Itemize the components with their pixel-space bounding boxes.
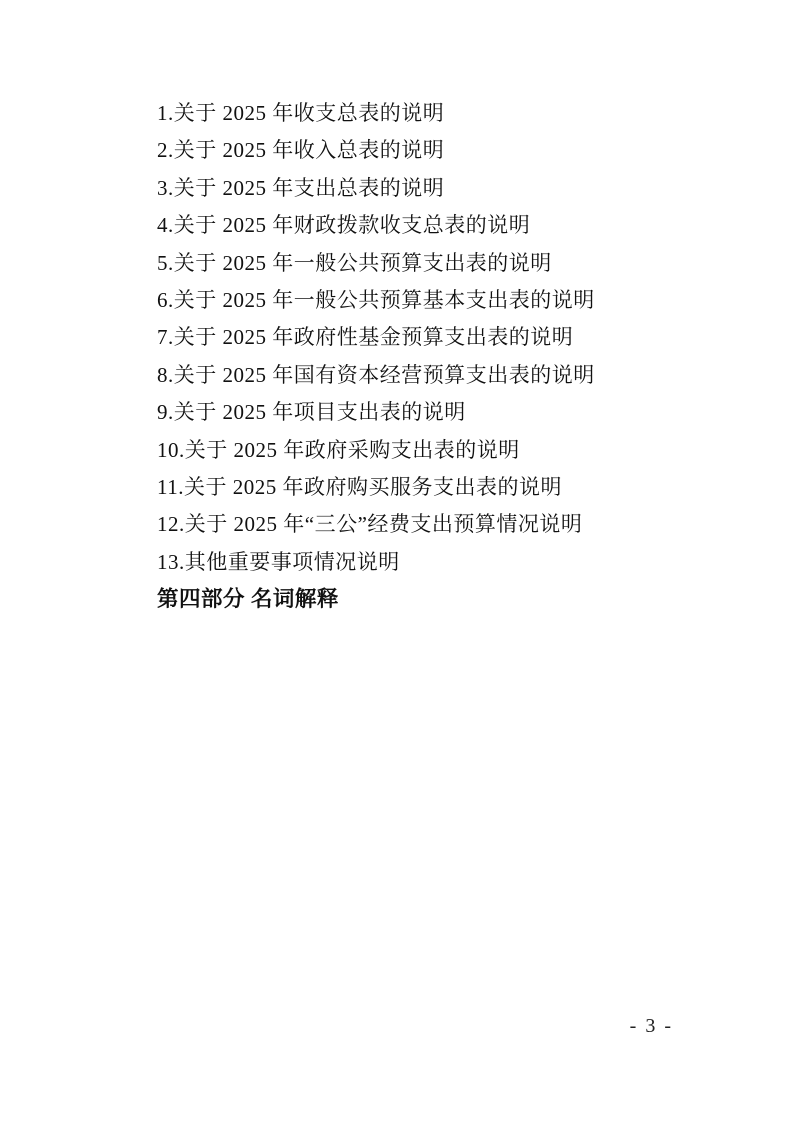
toc-list: [157, 95, 703, 619]
toc-item: 10.关于 2025 年政府采购支出表的说明: [157, 437, 520, 462]
toc-item: 11.关于 2025 年政府购买服务支出表的说明: [157, 475, 562, 500]
toc-item: 7.关于 2025 年政府性基金预算支出表的说明: [157, 325, 574, 350]
toc-item: 5.关于 2025 年一般公共预算支出表的说明: [157, 250, 552, 275]
page-number: - 3 -: [629, 1015, 673, 1037]
toc-item: 6.关于 2025 年一般公共预算基本支出表的说明: [157, 288, 595, 313]
toc-item: 9.关于 2025 年项目支出表的说明: [157, 400, 466, 425]
toc-item: 3.关于 2025 年支出总表的说明: [157, 175, 445, 200]
toc-item: 1.关于 2025 年收支总表的说明: [157, 101, 445, 125]
section-heading: 第四部分 名词解释: [157, 587, 339, 612]
toc-item: 2.关于 2025 年收入总表的说明: [157, 138, 445, 163]
toc-item: 8.关于 2025 年国有资本经营预算支出表的说明: [157, 362, 595, 387]
toc-item: 13.其他重要事项情况说明: [157, 549, 400, 574]
toc-item: 12.关于 2025 年“三公”经费支出预算情况说明: [157, 512, 583, 537]
toc-item: 4.关于 2025 年财政拨款收支总表的说明: [157, 213, 531, 238]
